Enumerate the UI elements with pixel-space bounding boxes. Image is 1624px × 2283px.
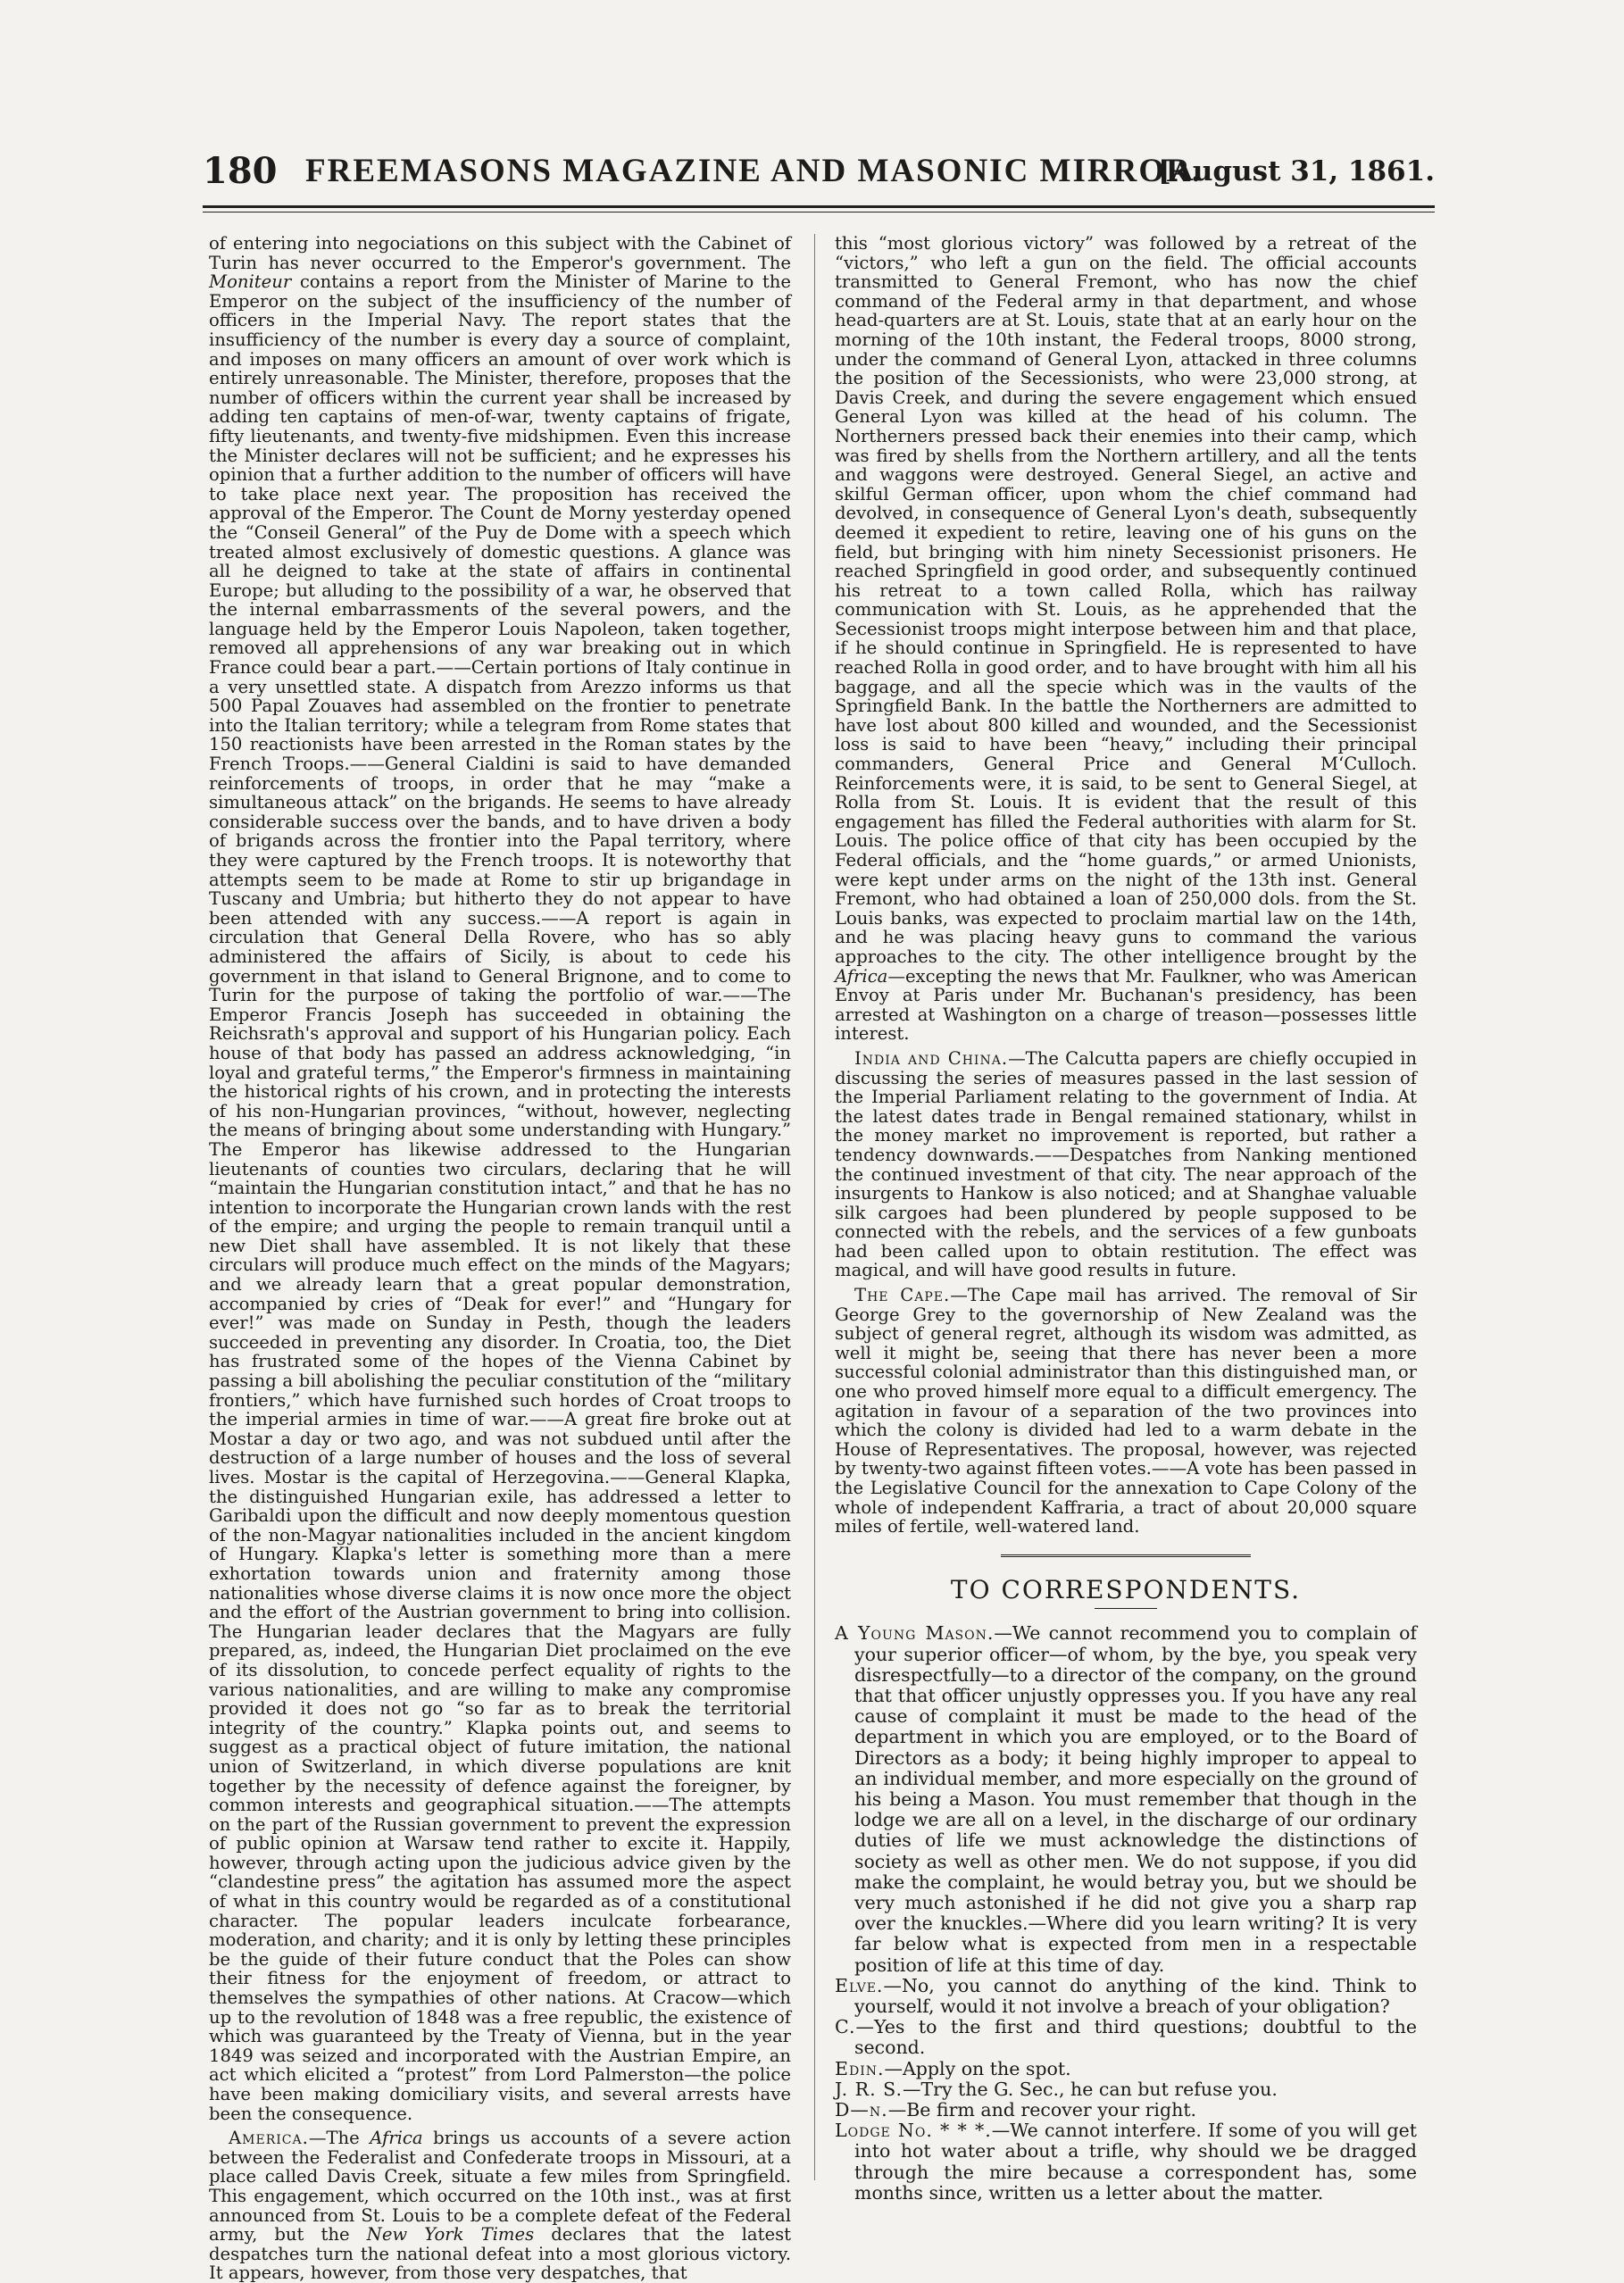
- section-divider-rule: [1001, 1554, 1251, 1561]
- correspondent-reply: —Try the G. Sec., he can but refuse you.: [902, 2078, 1278, 2100]
- correspondent-reply: —We cannot recommend you to complain of your superior officer—of whom, by the bye, you speak very disrespectfully—to a director of the company, on the ground that that officer unjustly oppresses you. If you have any real cause of complaint it must be made to the head of the department in which you are employed, or to the Board of Directors as a body; it being highly improper to appeal to an individual member, and more especially on the ground of his being a Mason. You must remember that though in the lodge we are all on a level, in the discharge of our ordinary duties of life we must acknowledge the distinctions of society as well as other men. We do not suppose, if you did make the complaint, he would betray you, but we should be very much astonished if he did not give you a sharp rap over the knuckles.—Where did you learn writing? It is very far below what is expected from men in a respectable position of life at this time of day.: [854, 1622, 1417, 1976]
- correspondent-entry: [835, 1623, 1417, 1975]
- text-run: —The Calcutta papers are chiefly occupied in discussing the series of measures passed in the last session of the Imperial Parliament relating to the government of India. At the latest dates trade in Bengal remained stationary, whilst in the money market no improvement is reported, but rather a tendency downwards.——Despatches from Nanking mentioned the continued investment of that city. The near approach of the insurgents to Hankow is also noticed; and at Shanghae valuable silk cargoes had been plundered by people supposed to be connected with the rebels, and the services of a few gunboats had been called upon to obtain restitution. The effect was magical, and will have good results in future.: [835, 1047, 1417, 1281]
- correspondent-name: A Young Mason.: [835, 1622, 995, 1645]
- correspondent-reply: —No, you cannot do anything of the kind. Think to yourself, would it not involve a breach of your obligation?: [854, 1974, 1417, 2018]
- text-run: —The Cape mail has arrived. The removal of Sir George Grey to the governorship of New Zealand was the subject of general regret, although its wisdom was admitted, as well it might be, seeing that there has never been a more successful colonial administrator than this distinguished man, or one who proved himself more equal to a difficult emergency. The agitation in favour of a separation of the two provinces into which the colony is divided had led to a warm debate in the House of Representatives. The proposal, however, was rejected by twenty-two against fifteen votes.——A vote has been passed in the Legislative Council for the annexation to Cape Colony of the whole of independent Kaffraria, a tract of about 20,000 square miles of fertile, well-watered land.: [835, 1285, 1417, 1537]
- correspondent-name: Edin.: [835, 2057, 885, 2079]
- text-run: —excepting the news that Mr. Faulkner, who was American Envoy at Paris under Mr. Buchanan's presidency, has been arrested at Washington on a charge of treason—possesses little interest.: [835, 965, 1417, 1045]
- correspondent-entry: [835, 2100, 1417, 2121]
- italic-new-york-times: New York Times: [366, 2224, 535, 2246]
- short-rule: [1095, 1608, 1157, 1609]
- paragraph-india-china: [835, 1049, 1417, 1280]
- masthead-title: FREEMASONS MAGAZINE AND MASONIC MIRROR.: [305, 153, 1203, 189]
- correspondents-list: [835, 1623, 1417, 2204]
- italic-africa: Africa: [370, 2128, 423, 2149]
- correspondent-entry: [835, 2079, 1417, 2100]
- section-head-america: America.: [229, 2128, 309, 2149]
- correspondent-name: C.: [835, 2016, 856, 2038]
- issue-date: [August 31, 1861.: [1158, 155, 1435, 187]
- correspondent-entry: [835, 2017, 1417, 2058]
- correspondent-name: Lodge No. * * *.: [835, 2120, 992, 2142]
- left-column: [209, 233, 792, 2283]
- correspondent-reply: —Yes to the first and third questions; doubtful to the second.: [854, 2016, 1417, 2059]
- correspondent-reply: —We cannot interfere. If some of you will get into hot water about a trifle, why should we be dragged through the mire because a correspondent has, some months since, written us a letter about the matter.: [854, 2120, 1417, 2204]
- correspondent-reply: —Apply on the spot.: [884, 2057, 1071, 2079]
- paragraph-america: [209, 2129, 791, 2283]
- correspondent-entry: [835, 2059, 1417, 2079]
- correspondent-reply: —Be firm and recover your right.: [887, 2099, 1197, 2121]
- paragraph-france-italy-austria: [209, 234, 791, 2123]
- paragraph-the-cape: [835, 1286, 1417, 1537]
- section-title-correspondents: TO CORRESPONDENTS.: [950, 1574, 1302, 1604]
- correspondent-name: D—n.: [835, 2099, 888, 2121]
- text-run: of entering into negociations on this subject with the Cabinet of Turin has never occurred to the Emperor's government. The: [209, 233, 791, 273]
- italic-africa: Africa: [835, 965, 888, 987]
- correspondent-name: Elve.: [835, 1974, 884, 1996]
- text-run: —The: [308, 2128, 360, 2149]
- paragraph-america-continued: [835, 234, 1417, 1044]
- section-head-india-china: India and China.: [854, 1047, 1009, 1069]
- right-column: [835, 233, 1417, 2204]
- column-divider: [814, 234, 815, 2180]
- header-rule-thick: [203, 205, 1435, 208]
- page-header: [203, 150, 1435, 196]
- correspondent-entry: [835, 1976, 1417, 2017]
- text-run: contains a report from the Minister of Marine to the Emperor on the subject of the insufficiency of the number of officers in the Imperial Navy. The report states that the insufficiency of the number is every day a source of complaint, and imposes on many officers an amount of over work which is entirely unreasonable. The Minister, therefore, proposes that the number of officers within the current year shall be increased by adding ten captains of men-of-war, twenty captains of frigate, fifty lieutenants, and twenty-five midshipmen. Even this increase the Minister declares will not be sufficient; and he expresses his opinion that a further addition to the number of officers will have to take place next year. The proposition has received the approval of the Emperor. The Count de Morny yesterday opened the “Conseil General” of the Puy de Dome with a speech which treated almost exclusively of domestic questions. A glance was all he deigned to take at the state of affairs in continental Europe; but alluding to the possibility of a war, he observed that the internal embarrassments of the several powers, and the language held by the Emperor Louis Napoleon, taken together, removed all apprehensions of any war breaking out in which France could bear a part.——Certain portions of Italy continue in a very unsettled state. A dispatch from Arezzo informs us that 500 Papal Zouaves had assembled on the frontier to penetrate into the Italian territory; while a telegram from Rome states that 150 reactionists have been arrested in the Roman states by the French Troops.——General Cialdini is said to have demanded reinforcements of troops, in order that he may “make a simultaneous attack” on the brigands. He seems to have already considerable success over the bands, and to have driven a body of brigands across the frontier into the Papal territory, where they were captured by the French troops. It is noteworthy that attempts seem to be made at Rome to stir up brigandage in Tuscany and Umbria; but hitherto they do not appear to have been attended with any success.——A report is again in circulation that General Della Rovere, who has so ably administered the affairs of Sicily, is about to cede his government in that island to General Brignone, and to come to Turin for the purpose of taking the portfolio of war.——The Emperor Francis Joseph has succeeded in obtaining the Reichsrath's approval and support of his Hungarian policy. Each house of that body has passed an address acknowledging, “in loyal and grateful terms,” the Emperor's firmness in maintaining the historical rights of his crown, and in protecting the interests of his non-Hungarian provinces, “without, however, neglecting the means of bringing about some understanding with Hungary.” The Emperor has likewise addressed to the Hungarian lieutenants of counties two circulars, declaring that he will “maintain the Hungarian constitution intact,” and that he has no intention to incorporate the Hungarian crown lands with the rest of the empire; and urging the people to remain tranquil until a new Diet shall have assembled. It is not likely that these circulars will produce much effect on the minds of the Magyars; and we already learn that a great popular demonstration, accompanied by cries of “Deak for ever!” and “Hungary for ever!” was made on Sunday in Pesth, though the leaders succeeded in preventing any disorder. In Croatia, too, the Diet has frustrated some of the hopes of the Vienna Cabinet by passing a bill abolishing the peculiar constitution of the “military frontiers,” which have furnished such hordes of Croat troops to the imperial armies in time of war.——A great fire broke out at Mostar a day or two ago, and was not subdued until after the destruction of a large number of houses and the loss of several lives. Mostar is the capital of Herzegovina.——General Klapka, the distinguished Hungarian exile, has addressed a letter to Garibaldi upon the difficult and now deeply momentous question of the non-Magyar nationalities included in the ancient kingdom of Hungary. Klapka's letter is something more than a mere exhortation towards union and fraternity among those nationalities whose diverse claims it is now once more the object and the effort of the Austrian government to bring into collision. The Hungarian leader declares that the Magyars are fully prepared, as, indeed, the Hungarian Diet proclaimed on the eve of its dissolution, to concede perfect equality of rights to the various nationalities, and are willing to make any compromise provided it does not go “so far as to break the territorial integrity of the country.” Klapka points out, and seems to suggest as a practical object of future imitation, the national union of Switzerland, in which diverse populations are knit together by the necessity of defence against the foreigner, by common interests and geographical situation.——The attempts on the part of the Russian government to prevent the expression of public opinion at Warsaw tend rather to excite it. Happily, however, through acting upon the judicious advice given by the “clandestine press” the agitation has assumed more the aspect of what in this country would be regarded as of a constitutional character. The popular leaders inculcate forbearance, moderation, and charity; and it is only by letting these principles be the guide of their future conduct that the Poles can show their fitness for the enjoyment of freedom, or attract to themselves the sympathies of other nations. At Cracow—which up to the revolution of 1848 was a free republic, the existence of which was guaranteed by the Treaty of Vienna, but in the year 1849 was seized and incorporated with the Austrian Empire, an act which elicited a “protest” from Lord Palmerston—the police have been making domiciliary visits, and several arrests have been the consequence.: [209, 271, 791, 2124]
- correspondent-name: J. R. S.: [835, 2078, 903, 2100]
- italic-moniteur: Moniteur: [209, 271, 292, 293]
- page-number: 180: [203, 150, 278, 192]
- text-run: declares that the latest despatches turn the national defeat into a most glorious victory. It appears, however, from those very despatches, that: [209, 2224, 792, 2283]
- text-run: this “most glorious victory” was followed by a retreat of the “victors,” who left a gun on the field. The official accounts transmitted to General Fremont, who has now the chief command of the Federal army in that department, and whose head-quarters are at St. Louis, state that at an early hour on the morning of the 10th instant, the Federal troops, 8000 strong, under the command of General Lyon, attacked in three columns the position of the Secessionists, who were 23,000 strong, at Davis Creek, and during the severe engagement which ensued General Lyon was killed at the head of his column. The Northerners pressed back their enemies into their camp, which was fired by shells from the Northern artillery, and all the tents and waggons were destroyed. General Siegel, an active and skilful German officer, upon whom the chief command had devolved, in consequence of General Lyon's death, subsequently deemed it expedient to retire, leaving one of his guns on the field, but bringing with him ninety Secessionist prisoners. He reached Springfield in good order, and subsequently continued his retreat to a town called Rolla, which has railway communication with St. Louis, as he apprehended that the Secessionist troops might interpose between him and that place, if he should continue in Springfield. He is represented to have reached Rolla in good order, and to have brought with him all his baggage, and all the specie which was in the vaults of the Springfield Bank. In the battle the Northerners are admitted to have lost about 800 killed and wounded, and the Secessionist loss is said to have been “heavy,” including their principal commanders, General Price and General M‘Culloch. Reinforcements were, it is said, to be sent to General Siegel, at Rolla from St. Louis. It is evident that the result of this engagement has filled the Federal authorities with alarm for St. Louis. The police office of that city has been occupied by the Federal officials, and the “home guards,” or armed Unionists, were kept under arms on the night of the 13th inst. General Fremont, who had obtained a loan of 250,000 dols. from the St. Louis banks, was expected to proclaim martial law on the 14th, and he was placing heavy guns to command the various approaches to the city. The other intelligence brought by the: [835, 233, 1417, 967]
- section-head-cape: The Cape.: [854, 1285, 951, 1306]
- text-run: brings us accounts of a severe action between the Federalist and Confederate troops in Missouri, at a place called Davis Creek, situate a few miles from Springfield. This engagement, which occurred on the 10th inst., was at first announced from St. Louis to be a complete defeat of the Federal army, but the: [209, 2128, 792, 2246]
- correspondent-entry: [835, 2121, 1417, 2204]
